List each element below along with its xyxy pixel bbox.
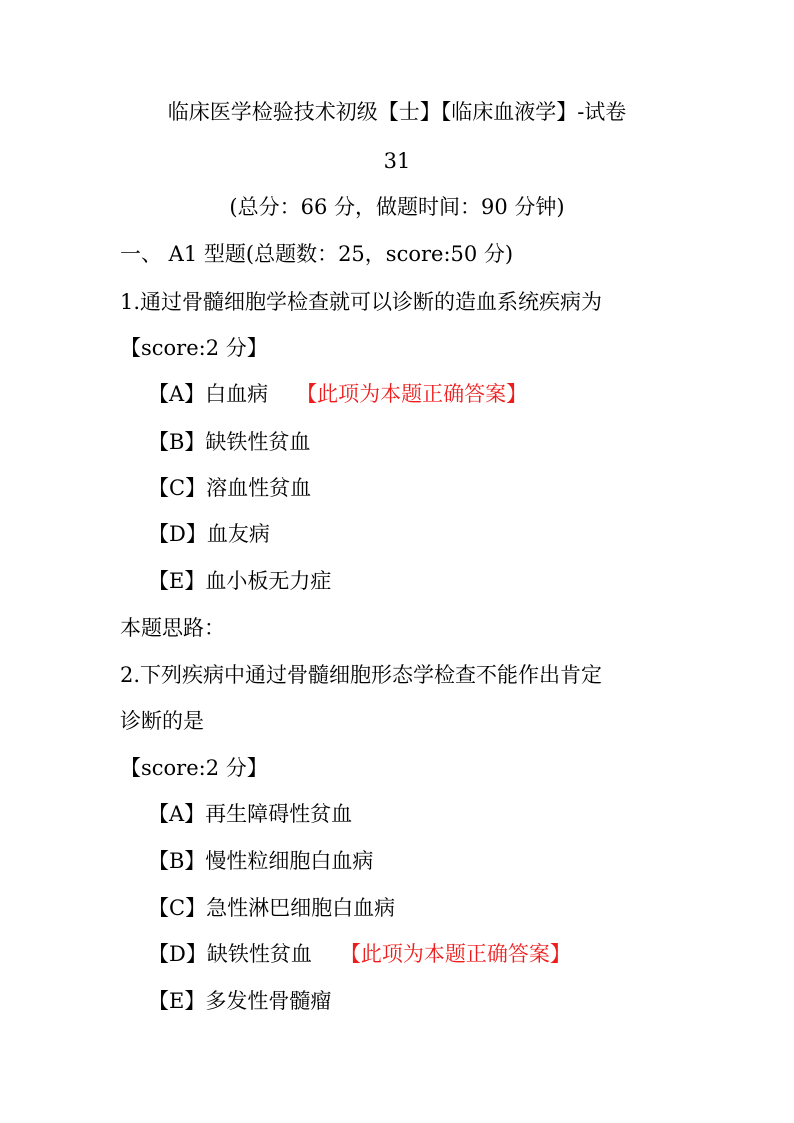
option-label: 【A】再生障碍性贫血: [148, 802, 353, 826]
question-1-explanation: 本题思路：: [120, 616, 225, 640]
option-label: 【D】血友病: [148, 522, 270, 546]
option-label: 【C】急性淋巴细胞白血病: [148, 896, 396, 920]
option-label: 【E】多发性骨髓瘤: [148, 989, 332, 1013]
option-label: 【A】白血病: [148, 382, 269, 406]
question-1-stem: 1.通过骨髓细胞学检查就可以诊断的造血系统疾病为: [120, 290, 603, 314]
exam-title-line1: 临床医学检验技术初级【士】【临床血液学】-试卷: [167, 100, 627, 124]
question-1-option-b: [148, 427, 794, 457]
question-2-stem-line2: 诊断的是: [120, 709, 204, 733]
question-2-option-b: [148, 846, 794, 876]
section-heading: 一、 A1 型题(总题数：25，score:50 分): [120, 242, 514, 266]
exam-title-line2: 31: [383, 149, 411, 173]
question-1-option-d: [148, 519, 794, 549]
question-2-option-e: [148, 986, 794, 1016]
option-label: 【E】血小板无力症: [148, 569, 332, 593]
option-label: 【B】缺铁性贫血: [148, 430, 311, 454]
exam-summary: (总分：66 分，做题时间：90 分钟): [229, 195, 565, 219]
question-2-option-c: [148, 893, 794, 923]
question-2-score: 【score:2 分】: [120, 756, 268, 780]
option-label: 【B】慢性粒细胞白血病: [148, 849, 374, 873]
question-1-score: 【score:2 分】: [120, 336, 268, 360]
question-1-option-c: [148, 473, 794, 503]
question-1-option-a: [148, 379, 794, 409]
question-2-option-a: [148, 799, 794, 829]
question-1-option-e: [148, 566, 794, 596]
question-2-option-d: [148, 939, 794, 969]
question-2-stem-line1: 2.下列疾病中通过骨髓细胞形态学检查不能作出肯定: [120, 663, 603, 687]
correct-answer-mark: 【此项为本题正确答案】: [339, 942, 571, 966]
option-label: 【C】溶血性贫血: [148, 476, 312, 500]
option-label: 【D】缺铁性贫血: [148, 942, 312, 966]
correct-answer-mark: 【此项为本题正确答案】: [296, 382, 528, 406]
